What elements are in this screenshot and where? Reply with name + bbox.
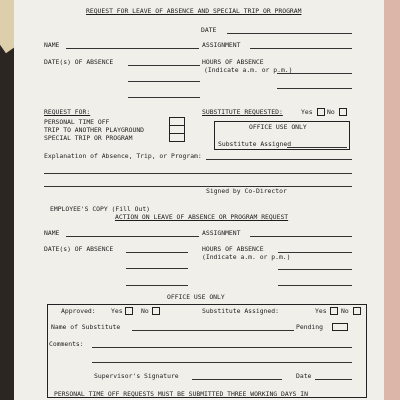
assignment-line-2[interactable] xyxy=(250,236,352,237)
sub-req-yes-checkbox[interactable] xyxy=(317,108,325,116)
sub-assigned-no-checkbox[interactable] xyxy=(353,307,361,315)
approved-yes-checkbox[interactable] xyxy=(125,307,133,315)
name-label: NAME xyxy=(44,41,60,49)
footer-note: PERSONAL TIME OFF REQUESTS MUST BE SUBMITTED THREE WORKING DAYS IN xyxy=(54,390,308,398)
date-line-2[interactable] xyxy=(315,379,352,380)
name-line[interactable] xyxy=(66,48,199,49)
sub-req-yes-label: Yes xyxy=(301,108,313,116)
office-use-only-bottom: OFFICE USE ONLY xyxy=(167,293,225,301)
option-special-checkbox[interactable] xyxy=(169,133,185,142)
dates-absence-2-line-2[interactable] xyxy=(126,268,188,269)
comments-line-2[interactable] xyxy=(92,362,352,363)
office-use-box-bottom xyxy=(47,304,367,398)
sub-req-no-label: No xyxy=(327,108,335,116)
assignment-label: ASSIGNMENT xyxy=(202,41,241,49)
hours-absence-2-line-3[interactable] xyxy=(278,285,352,286)
date-line[interactable] xyxy=(227,33,352,34)
signed-by-label: Signed by Co-Director xyxy=(206,187,287,195)
comments-line-1[interactable] xyxy=(92,347,352,348)
assignment-label-2: ASSIGNMENT xyxy=(202,229,241,237)
pending-label: Pending xyxy=(296,323,323,331)
name-line-2[interactable] xyxy=(66,236,199,237)
indicate-ampm-2: (Indicate a.m. or p.m.) xyxy=(202,253,291,261)
dates-absence-label: DATE(s) OF ABSENCE xyxy=(44,58,114,66)
request-for-label: REQUEST FOR: xyxy=(44,108,91,116)
form-sheet xyxy=(14,0,384,400)
name-of-substitute-line[interactable] xyxy=(132,330,294,331)
comments-label: Comments: xyxy=(49,340,84,348)
sub-assigned-yes-label: Yes xyxy=(315,307,327,315)
supervisor-signature-label: Supervisor's Signature xyxy=(94,372,179,380)
substitute-assigned-label-2: Substitute Assigned: xyxy=(202,307,279,315)
office-use-only-top: OFFICE USE ONLY xyxy=(249,123,307,131)
supervisor-signature-line[interactable] xyxy=(192,379,282,380)
indicate-ampm: (Indicate a.m. or p.m.) xyxy=(204,66,293,74)
option-trip-label: TRIP TO ANOTHER PLAYGROUND xyxy=(44,126,145,134)
sub-assigned-yes-checkbox[interactable] xyxy=(330,307,338,315)
dates-absence-label-2: DATE(s) OF ABSENCE xyxy=(44,245,114,253)
action-title: ACTION ON LEAVE OF ABSENCE OR PROGRAM REQUEST xyxy=(115,213,289,221)
explanation-line-2[interactable] xyxy=(44,173,352,174)
form-title: REQUEST FOR LEAVE OF ABSENCE AND SPECIAL TRIP OR PROGRAM xyxy=(86,7,302,15)
assignment-line[interactable] xyxy=(250,48,352,49)
pending-checkbox[interactable] xyxy=(332,323,348,331)
option-special-label: SPECIAL TRIP OR PROGRAM xyxy=(44,134,133,142)
name-label-2: NAME xyxy=(44,229,60,237)
explanation-line-1[interactable] xyxy=(206,159,352,160)
approved-yes-label: Yes xyxy=(111,307,123,315)
dates-absence-2-line-1[interactable] xyxy=(126,252,188,253)
hours-absence-label: HOURS OF ABSENCE xyxy=(202,58,264,66)
approved-label: Approved: xyxy=(61,307,96,315)
substitute-requested-label: SUBSTITUTE REQUESTED: xyxy=(202,108,283,116)
sub-assigned-no-label: No xyxy=(341,307,349,315)
sub-req-no-checkbox[interactable] xyxy=(339,108,347,116)
hours-absence-line-2[interactable] xyxy=(277,88,352,89)
substitute-assigned-line[interactable] xyxy=(287,147,347,148)
dates-absence-line-3[interactable] xyxy=(128,97,200,98)
hours-absence-line-1[interactable] xyxy=(277,73,352,74)
explanation-label: Explanation of Absence, Trip, or Program: xyxy=(44,152,202,160)
employee-copy-label: EMPLOYEE'S COPY (Fill Out) xyxy=(50,205,151,213)
dates-absence-2-line-3[interactable] xyxy=(126,285,188,286)
dates-absence-line-2[interactable] xyxy=(128,81,200,82)
dates-absence-line-1[interactable] xyxy=(128,65,200,66)
date-label: DATE xyxy=(201,26,217,34)
hours-absence-2-line-2[interactable] xyxy=(278,269,352,270)
substitute-assigned-label: Substitute Assigned xyxy=(218,140,292,148)
name-of-substitute-label: Name of Substitute xyxy=(51,323,121,331)
date-label-2: Date xyxy=(296,372,312,380)
approved-no-checkbox[interactable] xyxy=(152,307,160,315)
option-personal-label: PERSONAL TIME OFF xyxy=(44,118,110,126)
approved-no-label: No xyxy=(141,307,149,315)
hours-absence-label-2: HOURS OF ABSENCE xyxy=(202,245,264,253)
